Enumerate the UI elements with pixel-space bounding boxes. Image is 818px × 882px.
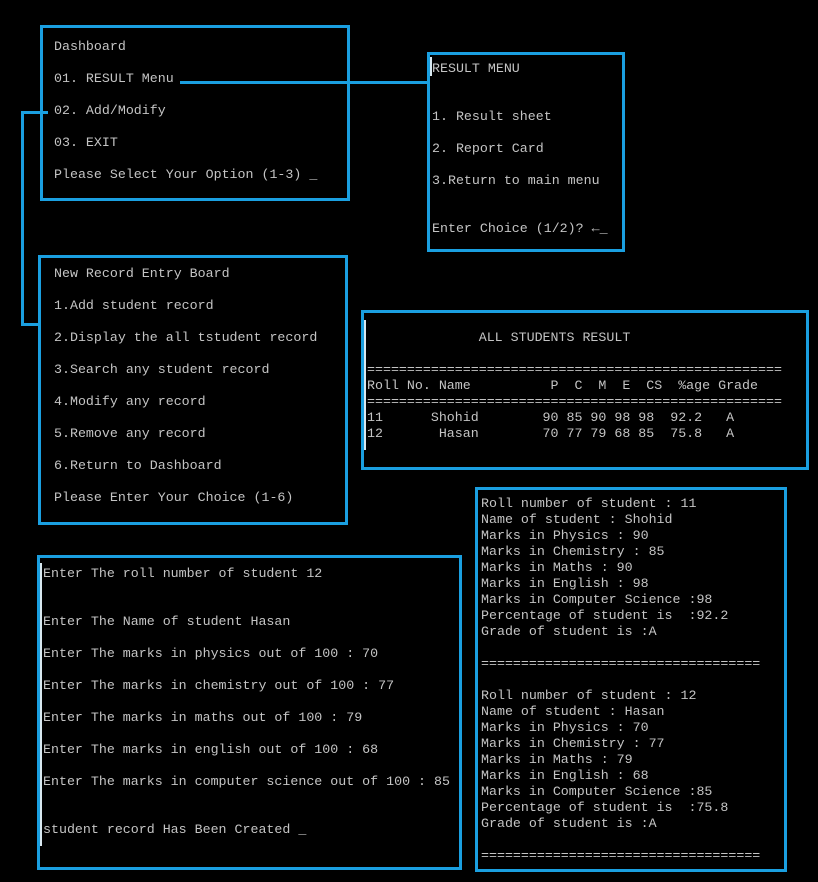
report-card-line: Name of student : Shohid	[481, 512, 673, 527]
all-results-line: Roll No. Name P C M E CS %age Grade	[367, 378, 758, 393]
cursor-bar	[430, 57, 432, 76]
blank-line	[43, 662, 459, 678]
blank-line	[43, 726, 459, 742]
blank-line	[43, 758, 459, 774]
entry-form-panel	[37, 555, 462, 870]
dashboard-line: Please Select Your Option (1-3) _	[54, 167, 318, 182]
entry-board-line: 6.Return to Dashboard	[54, 458, 222, 473]
blank-line	[43, 598, 459, 614]
all-results-line: ====================================================	[367, 362, 782, 377]
blank-line	[43, 582, 459, 598]
entry-board-line: 4.Modify any record	[54, 394, 206, 409]
all-results-panel	[361, 310, 809, 470]
all-results-line: ALL STUDENTS RESULT	[367, 330, 631, 345]
report-card-line: Percentage of student is :75.8	[481, 800, 729, 815]
report-card-line: Percentage of student is :92.2	[481, 608, 729, 623]
report-card-line: Marks in English : 68	[481, 768, 649, 783]
entry-form-line: student record Has Been Created _	[43, 822, 307, 837]
report-card-line: Grade of student is :A	[481, 816, 657, 831]
report-card-line: Name of student : Hasan	[481, 704, 665, 719]
report-card-panel	[475, 487, 787, 872]
result-menu-panel	[427, 52, 625, 252]
blank-line	[432, 189, 622, 205]
entry-board-line: 3.Search any student record	[54, 362, 270, 377]
report-card-line: Marks in Physics : 90	[481, 528, 649, 543]
connector-add-modify-v	[21, 111, 24, 326]
blank-line	[432, 93, 622, 109]
all-results-line: ====================================================	[367, 394, 782, 409]
dashboard-panel	[40, 25, 350, 201]
entry-form-line: Enter The roll number of student 12	[43, 566, 323, 581]
blank-line	[432, 157, 622, 173]
dashboard-line: 02. Add/Modify	[54, 103, 166, 118]
blank-line	[367, 346, 806, 362]
blank-line	[43, 630, 459, 646]
result-menu-line: 3.Return to main menu	[432, 173, 600, 188]
result-menu-line: RESULT MENU	[432, 61, 520, 76]
report-card-line: Marks in Chemistry : 85	[481, 544, 665, 559]
entry-form-line: Enter The marks in computer science out of 100 : 85	[43, 774, 450, 789]
entry-board-line: 2.Display the all tstudent record	[54, 330, 318, 345]
result-menu-line: Enter Choice (1/2)? ←_	[432, 221, 608, 236]
blank-line	[432, 77, 622, 93]
result-menu-line: 2. Report Card	[432, 141, 544, 156]
entry-form-line: Enter The marks in chemistry out of 100 : 77	[43, 678, 395, 693]
blank-line	[432, 205, 622, 221]
dashboard-line: Dashboard	[54, 39, 126, 54]
entry-board-panel	[38, 255, 348, 525]
blank-line	[43, 790, 459, 806]
report-card-line: Marks in Physics : 70	[481, 720, 649, 735]
report-card-line: Marks in Computer Science :85	[481, 784, 713, 799]
connector-add-modify-h2	[21, 323, 39, 326]
result-menu-line: 1. Result sheet	[432, 109, 552, 124]
dashboard-line: 03. EXIT	[54, 135, 118, 150]
report-card-line: Marks in Maths : 90	[481, 560, 633, 575]
cursor-bar	[364, 320, 366, 450]
blank-line	[481, 672, 784, 688]
entry-form-line: Enter The Name of student Hasan	[43, 614, 291, 629]
all-results-line: 11 Shohid 90 85 90 98 98 92.2 A	[367, 410, 735, 425]
cursor-bar	[40, 563, 42, 846]
entry-board-line: Please Enter Your Choice (1-6)	[54, 490, 294, 505]
entry-form-line: Enter The marks in english out of 100 : 68	[43, 742, 379, 757]
blank-line	[432, 125, 622, 141]
report-card-line: Marks in English : 98	[481, 576, 649, 591]
report-card-line: Grade of student is :A	[481, 624, 657, 639]
report-card-line: ===================================	[481, 848, 761, 863]
report-card-line: Marks in Maths : 79	[481, 752, 633, 767]
entry-form-line: Enter The marks in maths out of 100 : 79	[43, 710, 363, 725]
blank-line	[481, 832, 784, 848]
entry-board-line: 5.Remove any record	[54, 426, 206, 441]
blank-line	[43, 806, 459, 822]
entry-board-line: New Record Entry Board	[54, 266, 230, 281]
report-card-line: Marks in Computer Science :98	[481, 592, 713, 607]
entry-board-line: 1.Add student record	[54, 298, 214, 313]
report-card-line: Marks in Chemistry : 77	[481, 736, 665, 751]
report-card-line: Roll number of student : 12	[481, 688, 697, 703]
report-card-line: ===================================	[481, 656, 761, 671]
report-card-line: Roll number of student : 11	[481, 496, 697, 511]
blank-line	[481, 640, 784, 656]
dashboard-line: 01. RESULT Menu	[54, 71, 174, 86]
all-results-line: 12 Hasan 70 77 79 68 85 75.8 A	[367, 426, 735, 441]
entry-form-line: Enter The marks in physics out of 100 : 70	[43, 646, 379, 661]
blank-line	[43, 694, 459, 710]
